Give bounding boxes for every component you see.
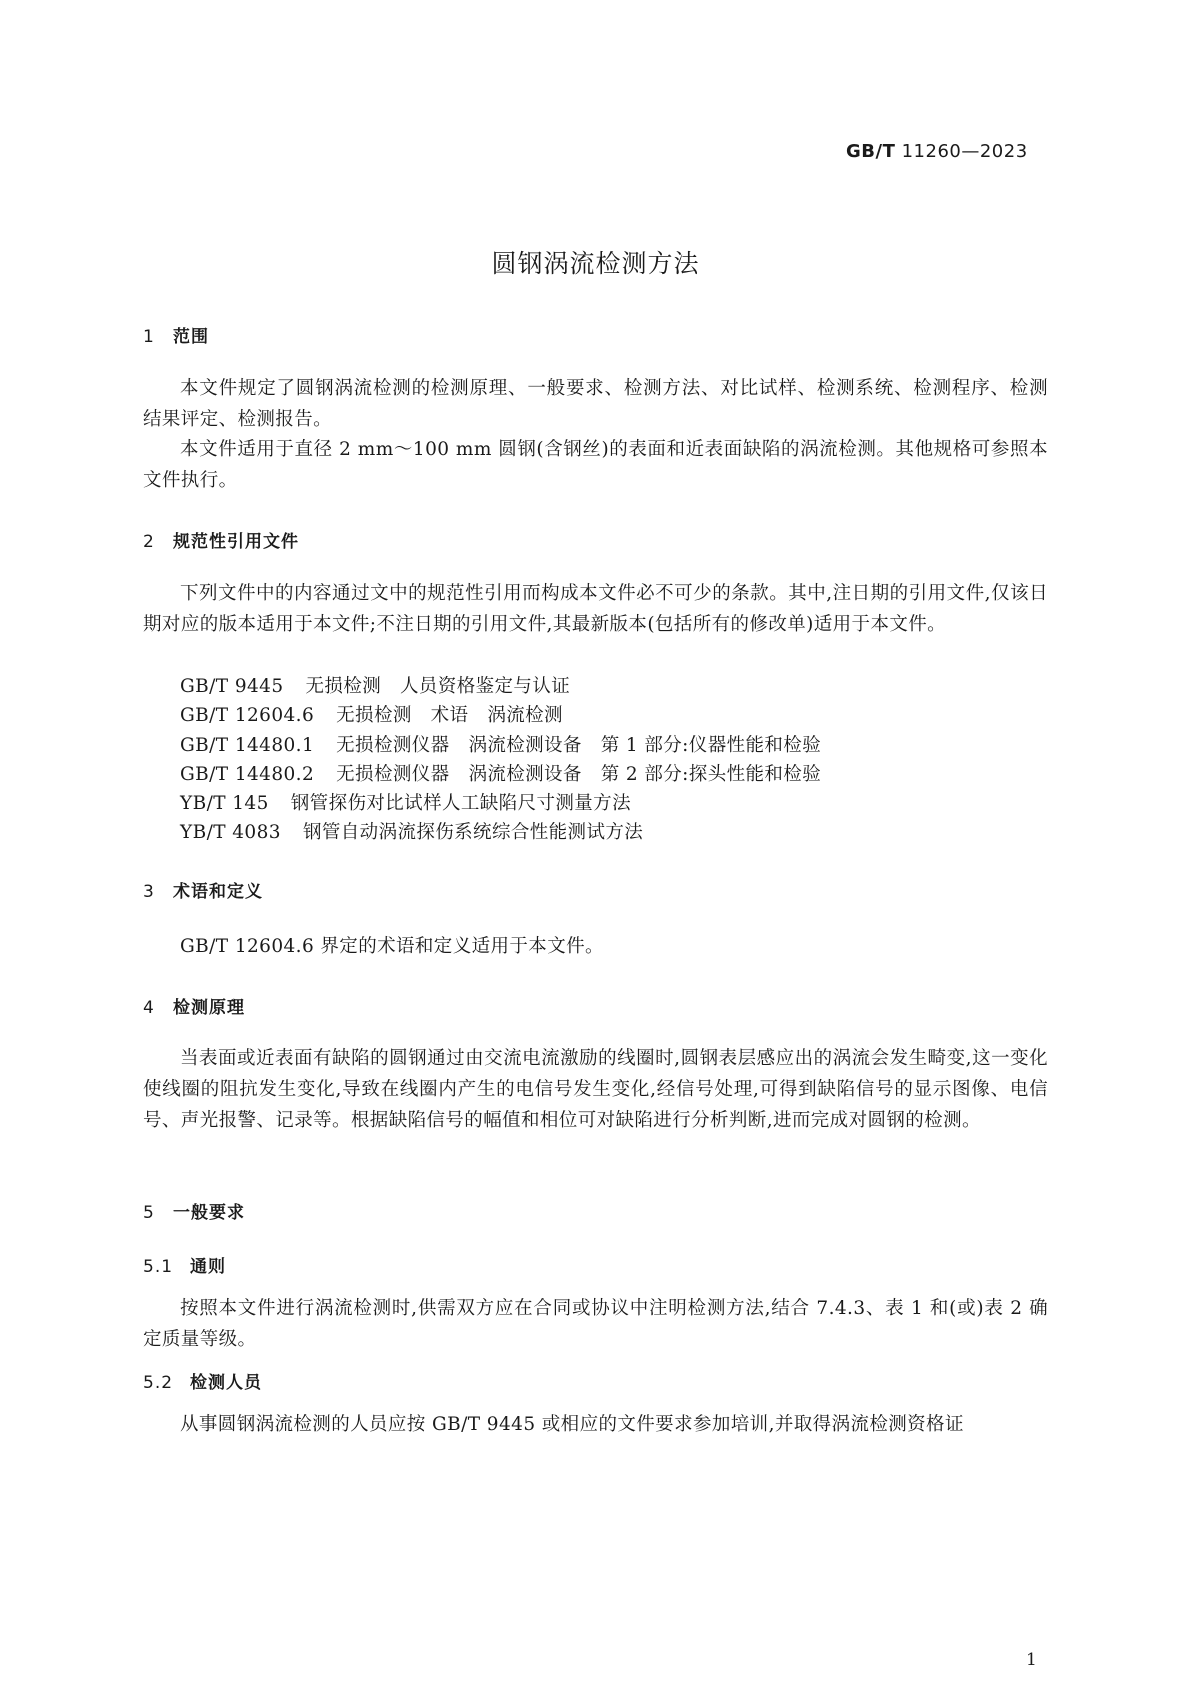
section-2-heading: 2 规范性引用文件 (143, 532, 299, 552)
section-5-1-paragraph-1: 按照本文件进行涡流检测时,供需双方应在合同或协议中注明检测方法,结合 7.4.3、表 1 和(或)表 2 确定质量等级。 (143, 1298, 1048, 1350)
section-3-heading: 3 术语和定义 (143, 882, 263, 902)
reference-item: GB/T 14480.1 无损检测仪器 涡流检测设备 第 1 部分:仪器性能和检验 (180, 735, 822, 756)
document-title: 圆钢涡流检测方法 (491, 249, 700, 278)
reference-item: GB/T 14480.2 无损检测仪器 涡流检测设备 第 2 部分:探头性能和检验 (180, 764, 822, 785)
section-3-paragraph-1: GB/T 12604.6 界定的术语和定义适用于本文件。 (180, 936, 604, 957)
section-5-2-paragraph-1: 从事圆钢涡流检测的人员应按 GB/T 9445 或相应的文件要求参加培训,并取得涡流检测资格证 (180, 1414, 964, 1435)
section-2-paragraph-1: 下列文件中的内容通过文中的规范性引用而构成本文件必不可少的条款。其中,注日期的引用文件,仅该日期对应的版本适用于本文件;不注日期的引用文件,其最新版本(包括所有的修改单)适用于本文件。 (143, 583, 1048, 635)
section-1-heading: 1 范围 (143, 327, 209, 347)
section-5-2-heading: 5.2 检测人员 (143, 1373, 262, 1393)
reference-item: GB/T 9445 无损检测 人员资格鉴定与认证 (180, 676, 571, 697)
section-5-1-heading: 5.1 通则 (143, 1257, 226, 1277)
section-4-heading: 4 检测原理 (143, 998, 245, 1018)
reference-item: YB/T 4083 钢管自动涡流探伤系统综合性能测试方法 (180, 822, 644, 843)
section-1-paragraph-1: 本文件规定了圆钢涡流检测的检测原理、一般要求、检测方法、对比试样、检测系统、检测程序、检测结果评定、检测报告。 (143, 378, 1048, 430)
section-4-paragraph-1: 当表面或近表面有缺陷的圆钢通过由交流电流激励的线圈时,圆钢表层感应出的涡流会发生畸变,这一变化使线圈的阻抗发生变化,导致在线圈内产生的电信号发生变化,经信号处理,可得到缺陷信号的显示图像、电信号、声光报警、记录等。根据缺陷信号的幅值和相位可对缺陷进行分析判断,进而完成对圆钢的检测。 (143, 1048, 1048, 1131)
standard-number: GB/T 11260—2023 (846, 141, 1028, 162)
reference-item: YB/T 145 钢管探伤对比试样人工缺陷尺寸测量方法 (180, 793, 631, 814)
reference-item: GB/T 12604.6 无损检测 术语 涡流检测 (180, 705, 563, 726)
page-number: 1 (1026, 1650, 1037, 1670)
section-5-heading: 5 一般要求 (143, 1203, 245, 1223)
section-1-paragraph-2: 本文件适用于直径 2 mm～100 mm 圆钢(含钢丝)的表面和近表面缺陷的涡流检测。其他规格可参照本文件执行。 (143, 439, 1048, 491)
